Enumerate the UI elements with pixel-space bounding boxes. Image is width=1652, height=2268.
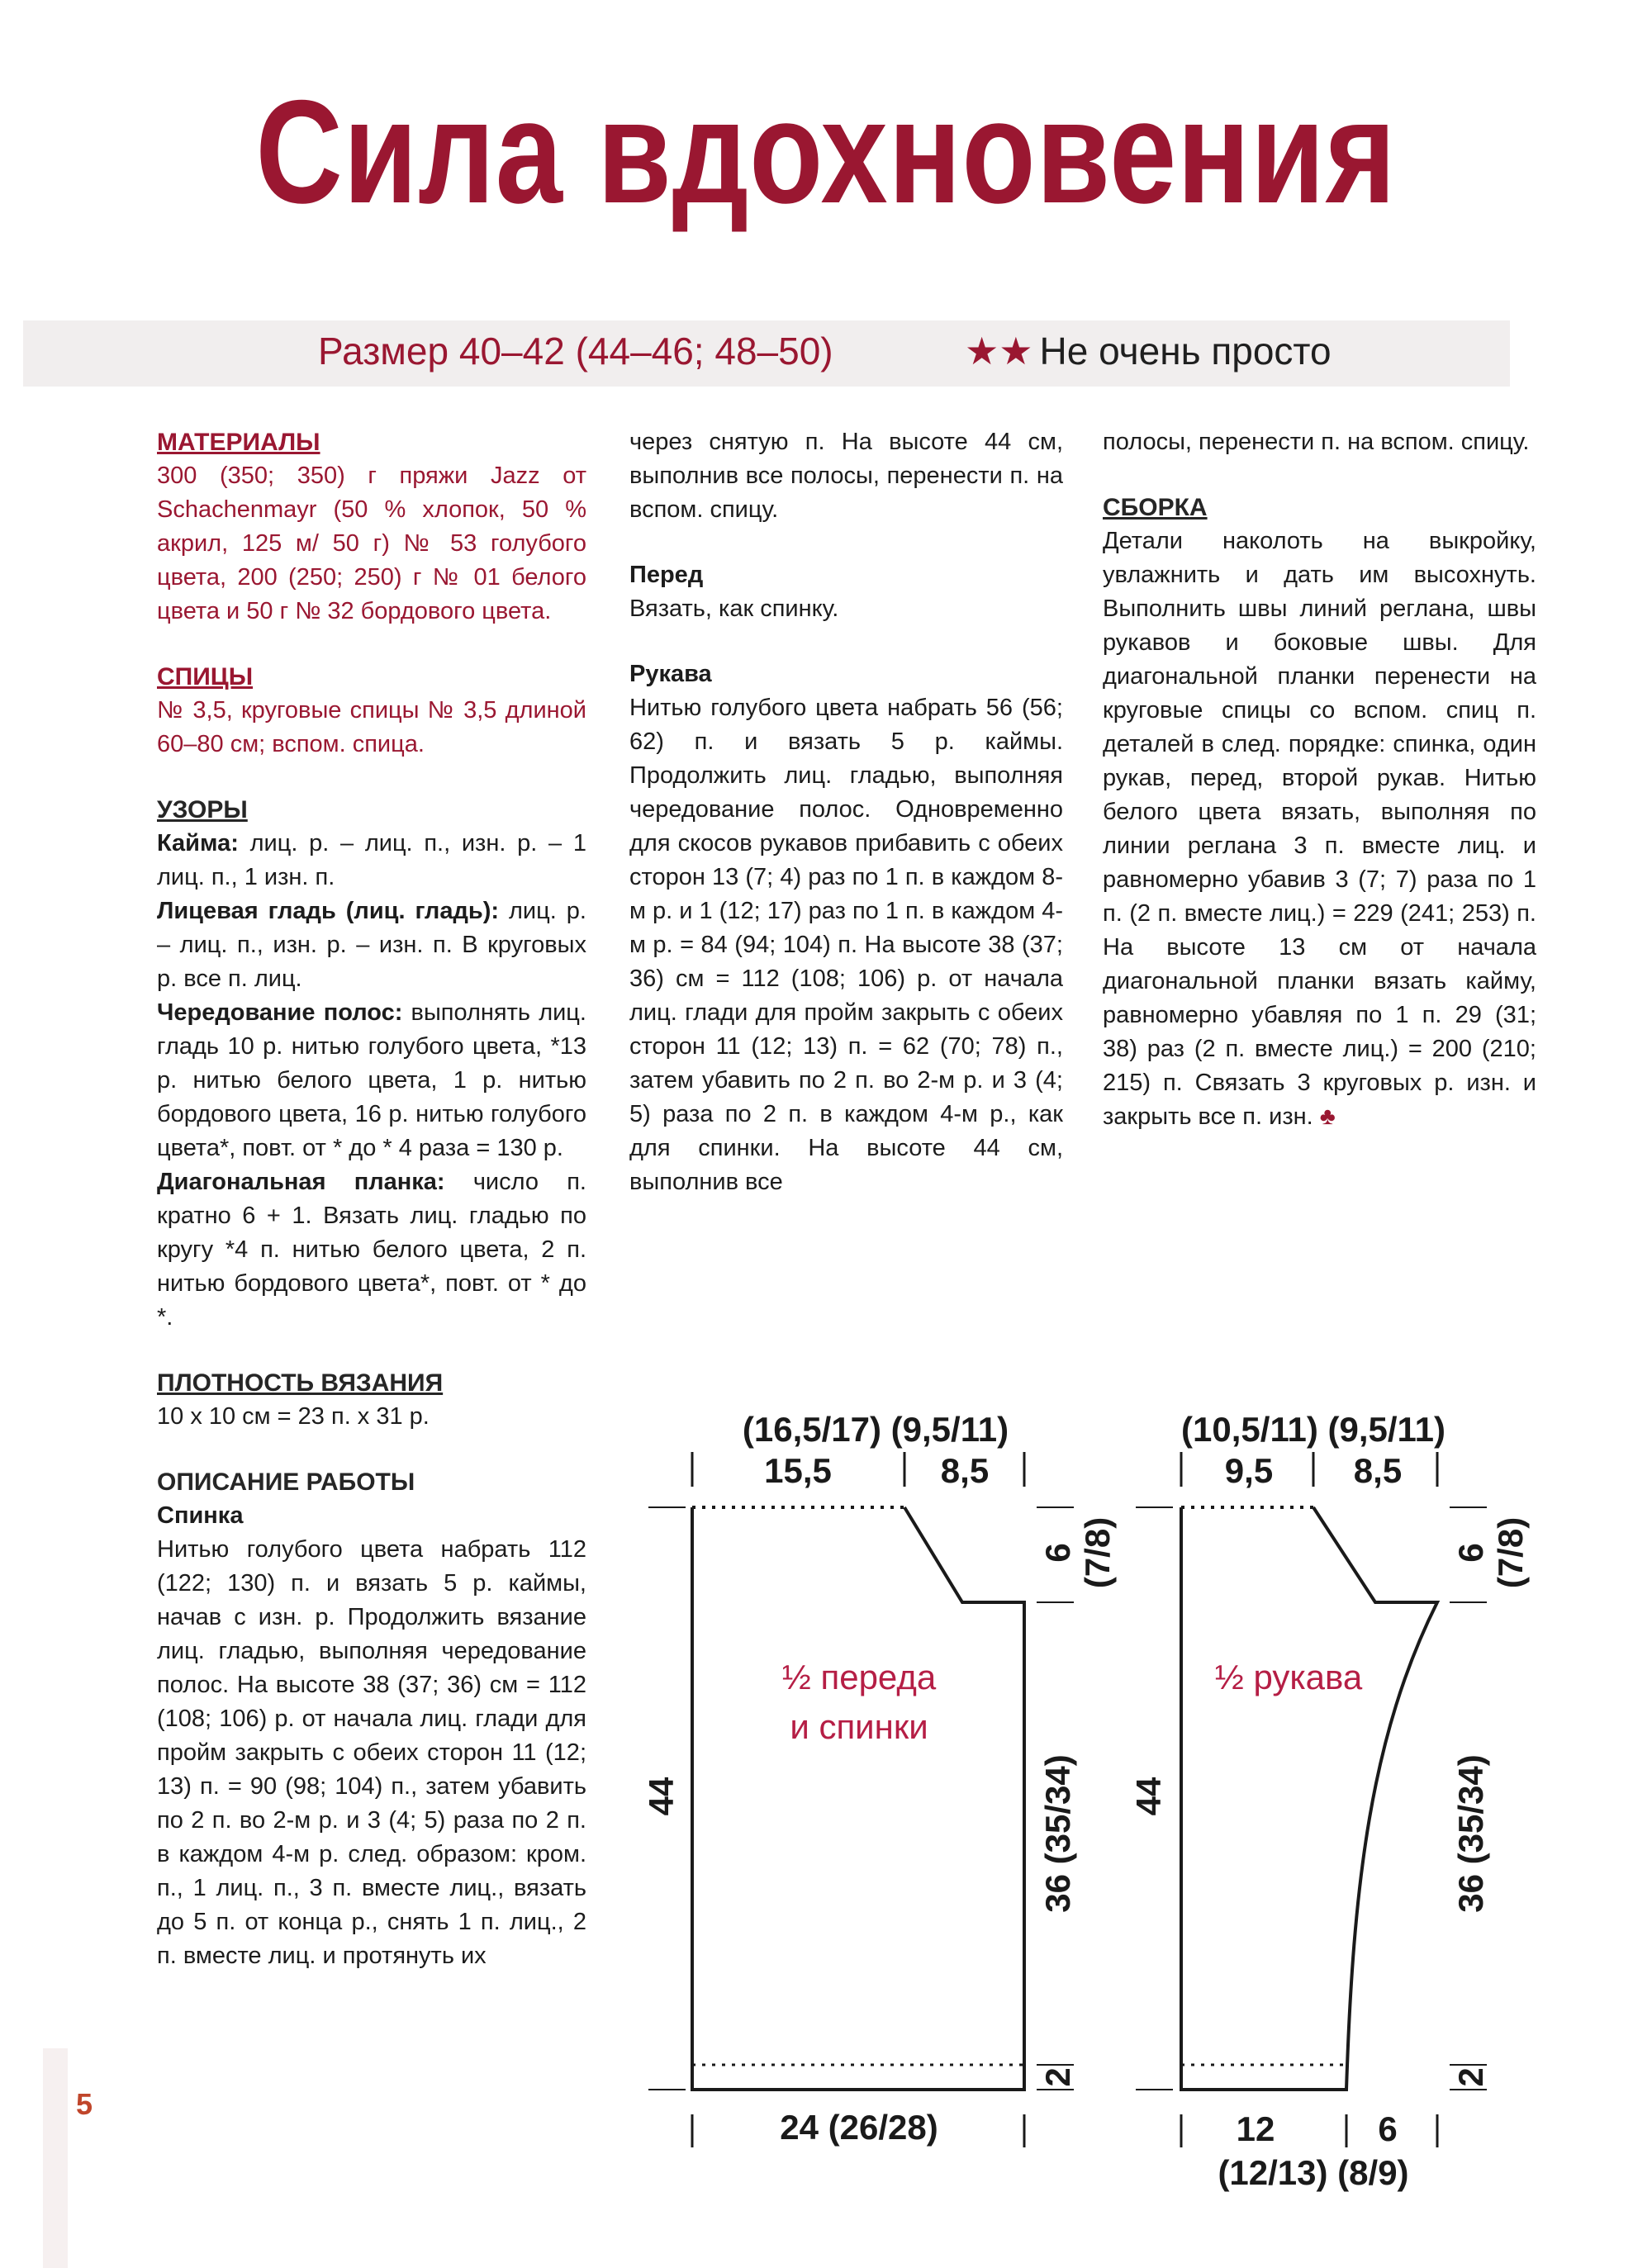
body-right-top: 6 — [1038, 1543, 1077, 1563]
body-top-b: 8,5 — [940, 1451, 990, 1490]
body-label-1: ½ переда — [781, 1658, 937, 1696]
sleeve-bottom-b: 6 — [1378, 2109, 1398, 2148]
body-right-mid: 36 (35/34) — [1038, 1754, 1077, 1913]
materials-heading: МАТЕРИАЛЫ — [157, 429, 320, 456]
sleeve-right-mid: 36 (35/34) — [1451, 1754, 1490, 1913]
front-text: Вязать, как спинку. — [629, 595, 839, 622]
body-bottom: 24 (26/28) — [780, 2108, 938, 2147]
sleeves-text: Нитью голубого цвета набрать 56 (56; 62) п. и вязать 5 р. каймы. Продолжить лиц. гладью, выполняя чередование полос. Одновременно для скосов рукавов прибавить с обеих сторон 13 (7; 4) раз по 1 п. в каждом 8-м р. и 1 (12; 17) раз по 1 п. в каждом 4-м р. = 84 (94; 104) п. На высоте 38 (37; 36) см = 112 (108; 106) р. от начала лиц. глади для пройм закрыть с обеих сторон 11 (12; 13) п. = 62 (70; 78) п., затем убавить по 2 п. во 2-м р. и 3 (4; 5) раза по 2 п. в каждом 4-м р., как для спинки. На высоте 44 см, выполнив все — [629, 695, 1064, 1195]
sleeve-schematic — [1129, 1410, 1530, 2192]
density-heading: ПЛОТНОСТЬ ВЯЗАНИЯ — [157, 1369, 444, 1397]
col2-continuation: через снятую п. На высоте 44 см, выполнив все полосы, перенести п. на вспом. спицу. — [629, 429, 1063, 523]
sleeve-bottom-paren: (12/13) (8/9) — [1218, 2153, 1409, 2192]
sleeve-top-paren: (10,5/11) (9,5/11) — [1181, 1410, 1446, 1449]
sleeve-top-b: 8,5 — [1353, 1451, 1403, 1490]
pattern-diagonal: Диагональная планка: число п. кратно 6 + 1. Вязать лиц. гладью по кругу *4 п. нитью белого цвета, 2 п. нитью бордового цвета*, повт. от * до *. — [157, 1169, 586, 1331]
page-number: 5 — [76, 2087, 93, 2121]
sleeve-right-top: 6 — [1451, 1543, 1490, 1563]
patterns-heading: УЗОРЫ — [157, 796, 248, 823]
body-right-bottom: 2 — [1038, 2067, 1077, 2087]
needles-heading: СПИЦЫ — [157, 663, 254, 690]
star-icon: ★★ — [965, 330, 1033, 372]
sleeve-top-a: 9,5 — [1224, 1451, 1274, 1490]
difficulty-label: Не очень просто — [1039, 330, 1332, 372]
sleeve-height-left: 44 — [1129, 1777, 1168, 1816]
body-label-2: и спинки — [790, 1707, 928, 1746]
front-heading: Перед — [629, 562, 704, 588]
needles-text: № 3,5, круговые спицы № 3,5 длиной 60–80 см; вспом. спица. — [157, 697, 586, 757]
body-top-paren: (16,5/17) (9,5/11) — [742, 1410, 1009, 1449]
assembly-text: Детали наколоть на выкройку, увлажнить и дать им высохнуть. Выполнить швы линий реглана, швы рукавов и боковые швы. Для диагональной планки перенести на круговые спицы со вспом. спиц п. деталей в след. порядке: спинка, один рукав, перед, второй рукав. Нитью белого цвета вязать, выполняя по линии реглана 3 п. вместе лиц. и равномерно убавив 3 (7; 7) раза по 1 п. (2 п. вместе лиц.) = 229 (241; 253) п. На высоте 13 см от начала диагональной планки вязать кайму, равномерно убавляя по 1 п. 29 (31; 38) раз (2 п. вместе лиц.) = 200 (210; 215) п. Связать 3 круговых р. изн. и закрыть все п. изн. ♣ — [1103, 528, 1536, 1130]
assembly-heading: СБОРКА — [1103, 494, 1208, 521]
page-edge-strip — [43, 2048, 68, 2268]
body-right-top-paren: (7/8) — [1078, 1516, 1117, 1589]
pattern-glad: Лицевая гладь (лиц. гладь): лиц. р. – лиц. п., изн. р. – изн. п. В круговых р. все п. лиц. — [157, 898, 586, 992]
col3-continuation: полосы, перенести п. на вспом. спицу. — [1103, 429, 1530, 455]
density-text: 10 х 10 см = 23 п. х 31 р. — [157, 1403, 430, 1430]
back-heading: Спинка — [157, 1502, 244, 1529]
club-icon: ♣ — [1319, 1103, 1336, 1130]
materials-text: 300 (350; 350) г пряжи Jazz от Schachenmayr (50 % хлопок, 50 % акрил, 125 м/ 50 г) № 53 голубого цвета, 200 (250; 250) г № 01 белого цвета и 50 г № 32 бордового цвета. — [157, 463, 586, 624]
pattern-kaima: Кайма: лиц. р. – лиц. п., изн. р. – 1 лиц. п., 1 изн. п. — [157, 830, 586, 890]
sleeves-heading: Рукава — [629, 661, 712, 687]
size-info: Размер 40–42 (44–46; 48–50) — [318, 330, 833, 372]
work-heading: ОПИСАНИЕ РАБОТЫ — [157, 1469, 415, 1496]
sleeve-label: ½ рукава — [1214, 1658, 1363, 1696]
sleeve-bottom-a: 12 — [1236, 2109, 1275, 2148]
body-height-left: 44 — [642, 1777, 681, 1816]
body-top-a: 15,5 — [764, 1451, 832, 1490]
back-text: Нитью голубого цвета набрать 112 (122; 130) п. и вязать 5 р. каймы, начав с изн. р. Продолжить вязание лиц. гладью, выполняя чередование полос. На высоте 38 (37; 36) см = 112 (108; 106) р. от начала лиц. глади для пройм закрыть с обеих сторон 11 (12; 13) п. = 90 (98; 104) п., затем убавить по 2 п. во 2-м р. и 3 (4; 5) раза по 2 п. в каждом 4-м р. след. образом: кром. п., 1 лиц. п., 3 п. вместе лиц., вязать до 5 п. от конца р., снять 1 п. лиц., 2 п. вместе лиц. и протянуть их — [157, 1536, 586, 1969]
page-title: Сила вдохновения — [255, 69, 1397, 234]
sleeve-right-top-paren: (7/8) — [1491, 1516, 1530, 1589]
body-schematic — [642, 1410, 1117, 2147]
pattern-stripes: Чередование полос: выполнять лиц. гладь 10 р. нитью голубого цвета, *13 р. нитью белого цвета, 1 р. нитью бордового цвета, 16 р. нитью голубого цвета*, повт. от * до * 4 раза = 130 р. — [157, 999, 586, 1161]
sleeve-right-bottom: 2 — [1451, 2067, 1490, 2087]
